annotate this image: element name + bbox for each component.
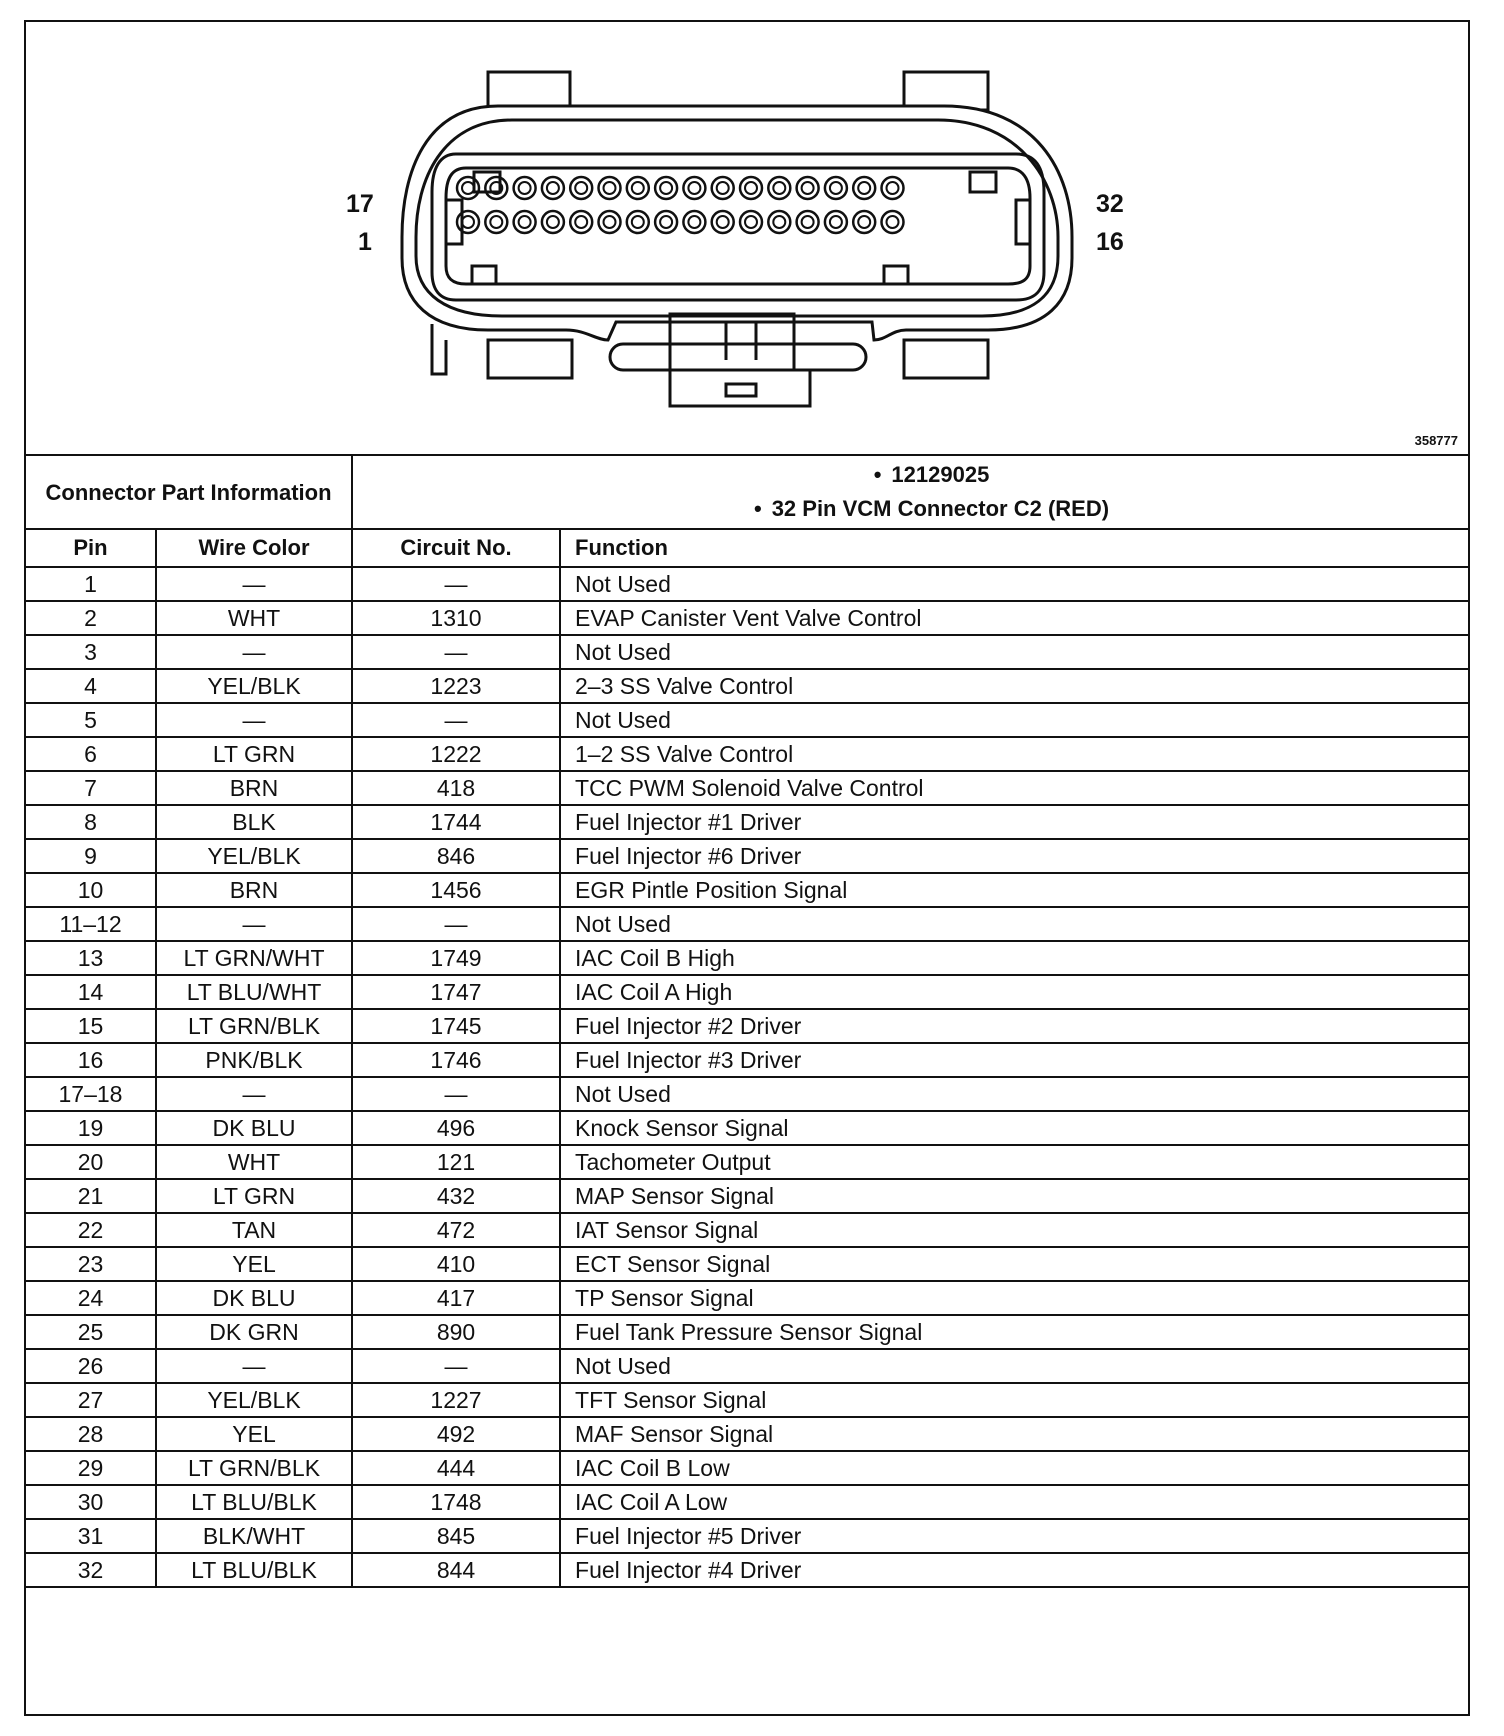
cell-wire-color: BRN xyxy=(156,771,352,805)
table-row xyxy=(26,635,1468,669)
cell-pin: 17–18 xyxy=(26,1077,156,1111)
pinout-table xyxy=(26,454,1468,1588)
cell-function: IAC Coil A Low xyxy=(560,1485,1468,1519)
table-row xyxy=(26,1145,1468,1179)
cell-pin: 32 xyxy=(26,1553,156,1587)
table-row xyxy=(26,941,1468,975)
cell-function: 1–2 SS Valve Control xyxy=(560,737,1468,771)
cell-function: Fuel Injector #3 Driver xyxy=(560,1043,1468,1077)
cell-function: EGR Pintle Position Signal xyxy=(560,873,1468,907)
header-wire-color: Wire Color xyxy=(156,529,352,567)
pin-label-1: 1 xyxy=(358,228,372,256)
cell-circuit: 444 xyxy=(352,1451,560,1485)
cell-pin: 9 xyxy=(26,839,156,873)
cell-pin: 16 xyxy=(26,1043,156,1077)
cell-circuit: 1456 xyxy=(352,873,560,907)
table-row xyxy=(26,1519,1468,1553)
cell-function: 2–3 SS Valve Control xyxy=(560,669,1468,703)
table-header-row xyxy=(26,529,1468,567)
cell-circuit: 846 xyxy=(352,839,560,873)
connector-info-row xyxy=(26,455,1468,529)
cell-pin: 4 xyxy=(26,669,156,703)
cell-wire-color: LT GRN/BLK xyxy=(156,1009,352,1043)
table-row xyxy=(26,1349,1468,1383)
cell-circuit: 121 xyxy=(352,1145,560,1179)
table-row xyxy=(26,1077,1468,1111)
table-row xyxy=(26,975,1468,1009)
table-row xyxy=(26,601,1468,635)
table-row xyxy=(26,771,1468,805)
table-row xyxy=(26,1417,1468,1451)
cell-function: Fuel Injector #1 Driver xyxy=(560,805,1468,839)
cell-circuit: — xyxy=(352,907,560,941)
cell-pin: 10 xyxy=(26,873,156,907)
table-row xyxy=(26,1553,1468,1587)
cell-circuit: 496 xyxy=(352,1111,560,1145)
cell-circuit: 1223 xyxy=(352,669,560,703)
connector-info-list xyxy=(352,455,1468,529)
cell-wire-color: LT GRN xyxy=(156,1179,352,1213)
cell-wire-color: YEL/BLK xyxy=(156,669,352,703)
cell-wire-color: DK BLU xyxy=(156,1111,352,1145)
cell-pin: 30 xyxy=(26,1485,156,1519)
cell-wire-color: LT GRN xyxy=(156,737,352,771)
header-circuit: Circuit No. xyxy=(352,529,560,567)
cell-function: Fuel Injector #5 Driver xyxy=(560,1519,1468,1553)
table-row xyxy=(26,1485,1468,1519)
cell-circuit: 410 xyxy=(352,1247,560,1281)
pin-label-32: 32 xyxy=(1096,190,1124,218)
cell-pin: 23 xyxy=(26,1247,156,1281)
connector-info-label: Connector Part Information xyxy=(26,455,352,529)
cell-circuit: 890 xyxy=(352,1315,560,1349)
cell-circuit: 432 xyxy=(352,1179,560,1213)
cell-circuit: — xyxy=(352,567,560,601)
cell-wire-color: YEL/BLK xyxy=(156,839,352,873)
table-row xyxy=(26,805,1468,839)
cell-function: EVAP Canister Vent Valve Control xyxy=(560,601,1468,635)
figure-id: 358777 xyxy=(1414,433,1458,448)
cell-function: IAC Coil B High xyxy=(560,941,1468,975)
cell-circuit: — xyxy=(352,703,560,737)
cell-wire-color: — xyxy=(156,567,352,601)
cell-wire-color: BLK/WHT xyxy=(156,1519,352,1553)
cell-circuit: 1745 xyxy=(352,1009,560,1043)
connector-drawing xyxy=(26,22,1468,454)
cell-function: Not Used xyxy=(560,1077,1468,1111)
cell-circuit: 1227 xyxy=(352,1383,560,1417)
cell-function: Not Used xyxy=(560,567,1468,601)
cell-wire-color: LT BLU/BLK xyxy=(156,1553,352,1587)
cell-pin: 26 xyxy=(26,1349,156,1383)
cell-pin: 14 xyxy=(26,975,156,1009)
table-row xyxy=(26,1111,1468,1145)
cell-function: TFT Sensor Signal xyxy=(560,1383,1468,1417)
cell-pin: 8 xyxy=(26,805,156,839)
cell-function: Not Used xyxy=(560,703,1468,737)
cell-function: TCC PWM Solenoid Valve Control xyxy=(560,771,1468,805)
cell-circuit: 844 xyxy=(352,1553,560,1587)
cell-wire-color: YEL/BLK xyxy=(156,1383,352,1417)
cell-circuit: 417 xyxy=(352,1281,560,1315)
cell-circuit: 845 xyxy=(352,1519,560,1553)
table-row xyxy=(26,669,1468,703)
table-row xyxy=(26,1043,1468,1077)
cell-wire-color: LT BLU/WHT xyxy=(156,975,352,1009)
connector-diagram xyxy=(26,22,1468,456)
cell-circuit: — xyxy=(352,635,560,669)
cell-pin: 5 xyxy=(26,703,156,737)
cell-function: Fuel Injector #6 Driver xyxy=(560,839,1468,873)
cell-pin: 19 xyxy=(26,1111,156,1145)
cell-circuit: 418 xyxy=(352,771,560,805)
cell-circuit: 492 xyxy=(352,1417,560,1451)
cell-wire-color: DK BLU xyxy=(156,1281,352,1315)
table-row xyxy=(26,873,1468,907)
cell-function: Fuel Injector #4 Driver xyxy=(560,1553,1468,1587)
table-row xyxy=(26,1281,1468,1315)
cell-wire-color: — xyxy=(156,635,352,669)
pin-label-16: 16 xyxy=(1096,228,1124,256)
cell-function: IAC Coil A High xyxy=(560,975,1468,1009)
table-row xyxy=(26,1179,1468,1213)
table-row xyxy=(26,1247,1468,1281)
cell-wire-color: — xyxy=(156,1077,352,1111)
table-body xyxy=(26,567,1468,1587)
connector-part-number: • 12129025 xyxy=(395,458,1468,492)
cell-circuit: 1748 xyxy=(352,1485,560,1519)
cell-circuit: 1310 xyxy=(352,601,560,635)
cell-circuit: 1749 xyxy=(352,941,560,975)
table-row xyxy=(26,703,1468,737)
cell-pin: 24 xyxy=(26,1281,156,1315)
cell-function: MAP Sensor Signal xyxy=(560,1179,1468,1213)
cell-wire-color: — xyxy=(156,1349,352,1383)
cell-wire-color: TAN xyxy=(156,1213,352,1247)
cell-wire-color: LT GRN/WHT xyxy=(156,941,352,975)
cell-circuit: 1746 xyxy=(352,1043,560,1077)
table-row xyxy=(26,1383,1468,1417)
cell-function: Not Used xyxy=(560,1349,1468,1383)
cell-circuit: — xyxy=(352,1077,560,1111)
cell-pin: 2 xyxy=(26,601,156,635)
cell-pin: 22 xyxy=(26,1213,156,1247)
cell-wire-color: YEL xyxy=(156,1417,352,1451)
cell-function: Fuel Injector #2 Driver xyxy=(560,1009,1468,1043)
cell-pin: 20 xyxy=(26,1145,156,1179)
table-row xyxy=(26,907,1468,941)
cell-function: Not Used xyxy=(560,635,1468,669)
connector-sheet xyxy=(24,20,1470,1716)
cell-pin: 31 xyxy=(26,1519,156,1553)
table-row xyxy=(26,1213,1468,1247)
cell-pin: 27 xyxy=(26,1383,156,1417)
cell-wire-color: BLK xyxy=(156,805,352,839)
cell-function: TP Sensor Signal xyxy=(560,1281,1468,1315)
cell-wire-color: PNK/BLK xyxy=(156,1043,352,1077)
cell-function: IAT Sensor Signal xyxy=(560,1213,1468,1247)
table-row xyxy=(26,737,1468,771)
cell-pin: 15 xyxy=(26,1009,156,1043)
cell-wire-color: LT BLU/BLK xyxy=(156,1485,352,1519)
cell-wire-color: YEL xyxy=(156,1247,352,1281)
cell-wire-color: — xyxy=(156,703,352,737)
cell-function: Fuel Tank Pressure Sensor Signal xyxy=(560,1315,1468,1349)
cell-circuit: 1747 xyxy=(352,975,560,1009)
cell-wire-color: WHT xyxy=(156,1145,352,1179)
cell-wire-color: BRN xyxy=(156,873,352,907)
cell-pin: 25 xyxy=(26,1315,156,1349)
cell-circuit: 472 xyxy=(352,1213,560,1247)
cell-pin: 28 xyxy=(26,1417,156,1451)
cell-pin: 7 xyxy=(26,771,156,805)
cell-wire-color: — xyxy=(156,907,352,941)
table-row xyxy=(26,1009,1468,1043)
cell-circuit: — xyxy=(352,1349,560,1383)
cell-pin: 1 xyxy=(26,567,156,601)
table-row xyxy=(26,1451,1468,1485)
cell-pin: 11–12 xyxy=(26,907,156,941)
cell-pin: 13 xyxy=(26,941,156,975)
cell-pin: 6 xyxy=(26,737,156,771)
cell-circuit: 1744 xyxy=(352,805,560,839)
connector-description: • 32 Pin VCM Connector C2 (RED) xyxy=(395,492,1468,526)
cell-wire-color: DK GRN xyxy=(156,1315,352,1349)
cell-function: IAC Coil B Low xyxy=(560,1451,1468,1485)
cell-wire-color: LT GRN/BLK xyxy=(156,1451,352,1485)
cell-pin: 21 xyxy=(26,1179,156,1213)
header-pin: Pin xyxy=(26,529,156,567)
cell-wire-color: WHT xyxy=(156,601,352,635)
table-row xyxy=(26,567,1468,601)
cell-function: Tachometer Output xyxy=(560,1145,1468,1179)
cell-function: Knock Sensor Signal xyxy=(560,1111,1468,1145)
cell-pin: 29 xyxy=(26,1451,156,1485)
cell-function: MAF Sensor Signal xyxy=(560,1417,1468,1451)
table-row xyxy=(26,839,1468,873)
cell-circuit: 1222 xyxy=(352,737,560,771)
header-function: Function xyxy=(560,529,1468,567)
cell-pin: 3 xyxy=(26,635,156,669)
pin-label-17: 17 xyxy=(346,190,374,218)
cell-function: Not Used xyxy=(560,907,1468,941)
cell-function: ECT Sensor Signal xyxy=(560,1247,1468,1281)
table-row xyxy=(26,1315,1468,1349)
